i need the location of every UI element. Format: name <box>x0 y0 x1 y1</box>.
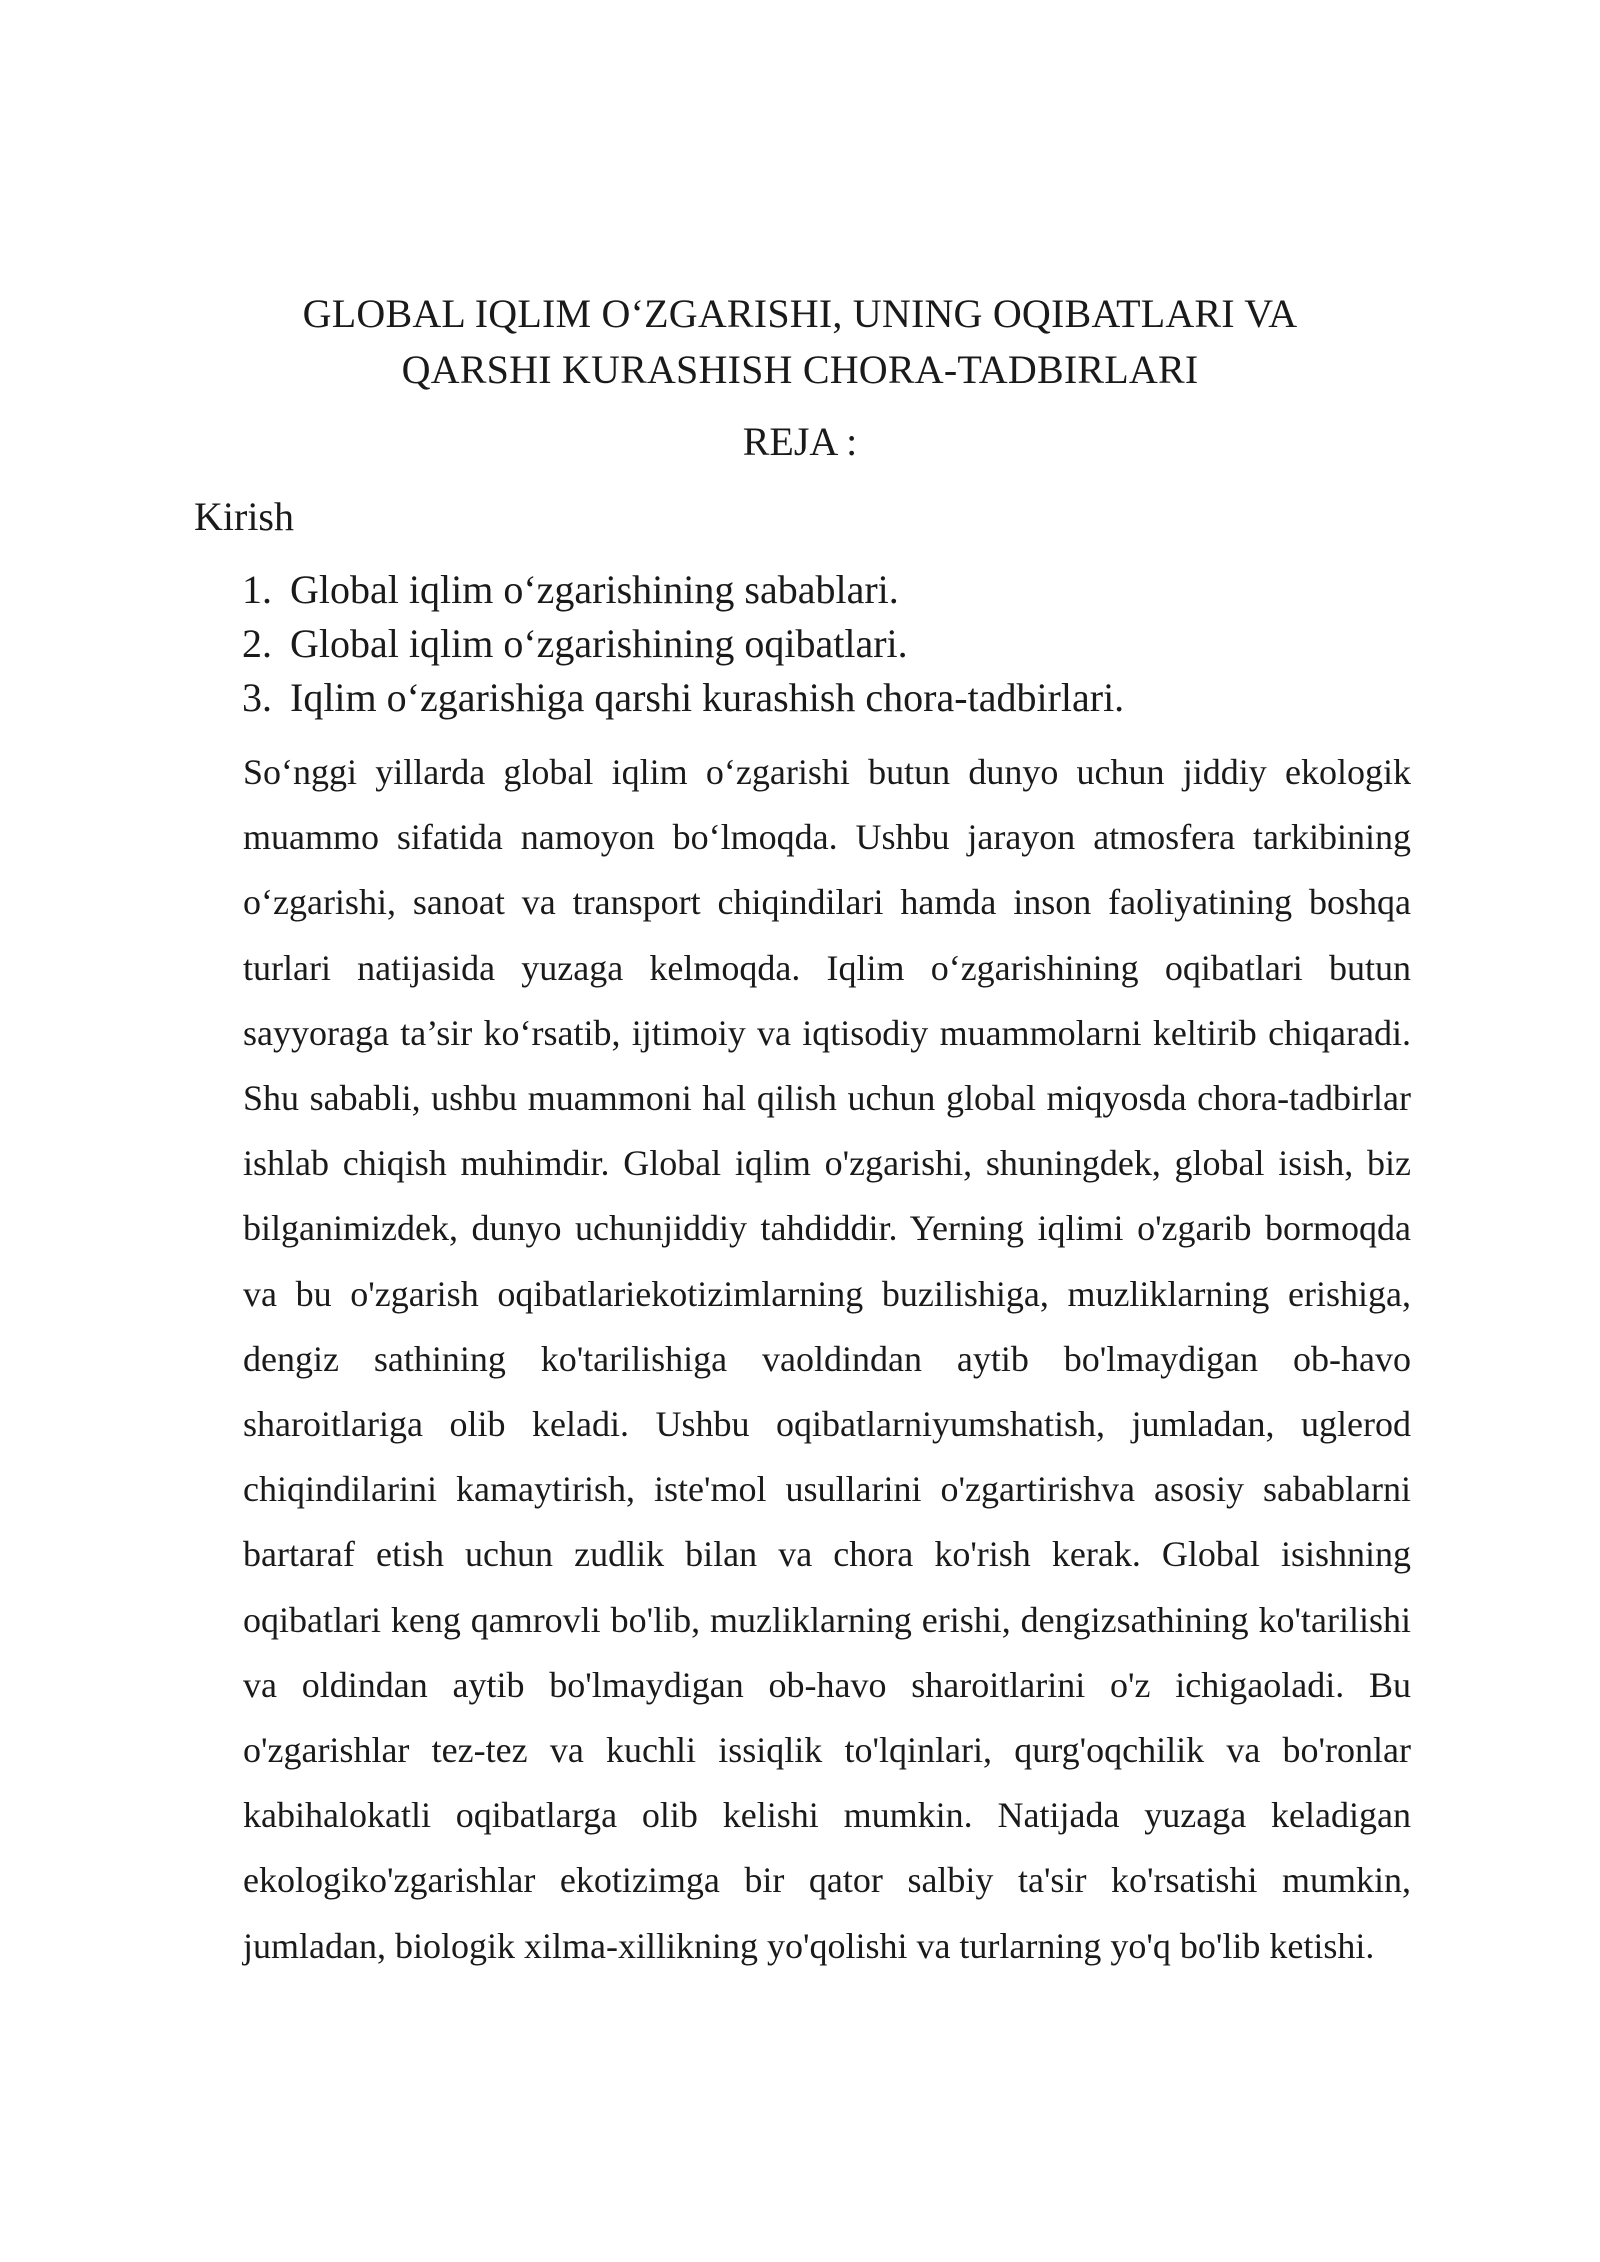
outline-item-text: Iqlim o‘zgarishiga qarshi kurashish chora-tadbirlari. <box>290 675 1125 720</box>
outline-item-number: 2. <box>242 621 272 666</box>
outline-list <box>242 563 1124 725</box>
body-paragraph: So‘nggi yillarda global iqlim o‘zgarishi butun dunyo uchun jiddiy ekologik muammo sifatida namoyon bo‘lmoqda. Ushbu jarayon atmosfera tarkibining o‘zgarishi, sanoat va transport chiqindilari hamda inson faoliyatining boshqa turlari natijasida yuzaga kelmoqda. Iqlim o‘zgarishining oqibatlari butun sayyoraga ta’sir ko‘rsatib, ijtimoiy va iqtisodiy muammolarni keltirib chiqaradi. Shu sababli, ushbu muammoni hal qilish uchun global miqyosda chora-tadbirlar ishlab chiqish muhimdir. Global iqlim o'zgarishi, shuningdek, global isish, biz bilganimizdek, dunyo uchunjiddiy tahdiddir. Yerning iqlimi o'zgarib bormoqda va bu o'zgarish oqibatlariekotizimlarning buzilishiga, muzliklarning erishiga, dengiz sathining ko'tarilishiga vaoldindan aytib bo'lmaydigan ob-havo sharoitlariga olib keladi. Ushbu oqibatlarniyumshatish, jumladan, uglerod chiqindilarini kamaytirish, iste'mol usullarini o'zgartirishva asosiy sabablarni bartaraf etish uchun zudlik bilan va chora ko'rish kerak. Global isishning oqibatlari keng qamrovli bo'lib, muzliklarning erishi, dengizsathining ko'tarilishi va oldindan aytib bo'lmaydigan ob-havo sharoitlarini o'z ichigaoladi. Bu o'zgarishlar tez-tez va kuchli issiqlik to'lqinlari, qurg'oqchilik va bo'ronlar kabihalokatli oqibatlarga olib kelishi mumkin. Natijada yuzaga keladigan ekologiko'zgarishlar ekotizimga bir qator salbiy ta'sir ko'rsatishi mumkin, jumladan, biologik xilma-xillikning yo'qolishi va turlarning yo'q bo'lib ketishi. <box>243 752 1411 1966</box>
plan-heading: REJA : <box>742 419 858 464</box>
outline-item-text: Global iqlim o‘zgarishining oqibatlari. <box>290 621 908 666</box>
outline-item <box>242 617 1124 671</box>
outline-item-text: Global iqlim o‘zgarishining sabablari. <box>290 567 899 612</box>
outline-item <box>242 671 1124 725</box>
outline-item-number: 3. <box>242 675 272 720</box>
intro-label: Kirish <box>194 494 294 539</box>
outline-item <box>242 563 1124 617</box>
document-title-line-1: GLOBAL IQLIM O‘ZGARISHI, UNING OQIBATLARI VA <box>302 291 1298 336</box>
outline-item-number: 1. <box>242 567 272 612</box>
document-title-line-2: QARSHI KURASHISH CHORA-TADBIRLARI <box>401 347 1199 392</box>
